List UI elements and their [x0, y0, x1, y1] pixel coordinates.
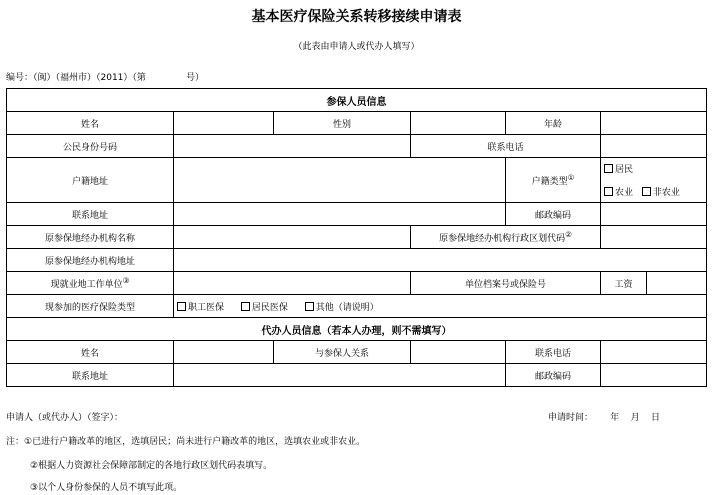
resident-insurance-checkbox[interactable]	[241, 302, 250, 311]
agent-relation-field[interactable]	[411, 341, 506, 364]
agent-name-label: 姓名	[7, 341, 174, 364]
id-number-field[interactable]	[174, 135, 411, 158]
resident-checkbox[interactable]	[604, 164, 613, 173]
orig-agency-address-field[interactable]	[174, 249, 707, 272]
agent-phone-field[interactable]	[601, 341, 707, 364]
insurance-type-options	[174, 295, 707, 318]
orig-agency-name-label: 原参保地经办机构名称	[7, 226, 174, 249]
age-field[interactable]	[601, 112, 707, 135]
apply-time: 申请时间： 年 月 日	[548, 413, 661, 423]
name-label: 姓名	[7, 112, 174, 135]
contact-address-label: 联系地址	[7, 203, 174, 226]
name-field[interactable]	[174, 112, 274, 135]
note-2: ②根据人力资源社会保障部制定的各地行政区划代码表填写。	[30, 461, 273, 471]
orig-agency-address-label: 原参保地经办机构地址	[7, 249, 174, 272]
note-3: ③以个人身份参保的人员不填写此项。	[30, 483, 183, 493]
salary-label: 工资	[601, 272, 647, 295]
orig-agency-division-code-field[interactable]	[601, 226, 707, 249]
employee-insurance-checkbox[interactable]	[177, 302, 186, 311]
agricultural-option[interactable]: 农业	[604, 185, 633, 198]
insurance-type-label: 现参加的医疗保险类型	[7, 295, 174, 318]
postal-code-field[interactable]	[601, 203, 707, 226]
orig-agency-division-code-label: 原参保地经办机构行政区划代码②	[411, 226, 601, 249]
insured-section-header: 参保人员信息	[7, 89, 707, 112]
agent-postal-code-label: 邮政编码	[506, 364, 601, 387]
household-type-options	[601, 158, 707, 203]
gender-field[interactable]	[411, 112, 506, 135]
contact-address-field[interactable]	[174, 203, 506, 226]
agent-name-field[interactable]	[174, 341, 274, 364]
other-insurance-checkbox[interactable]	[305, 302, 314, 311]
serial-number: 编号：（闽）（福州市）（2011）（第 号）	[6, 73, 204, 83]
agent-address-field[interactable]	[174, 364, 506, 387]
phone-label: 联系电话	[411, 135, 601, 158]
agent-relation-label: 与参保人关系	[274, 341, 411, 364]
agent-postal-code-field[interactable]	[601, 364, 707, 387]
phone-field[interactable]	[601, 135, 707, 158]
postal-code-label: 邮政编码	[506, 203, 601, 226]
resident-option[interactable]: 居民	[604, 162, 633, 175]
salary-field[interactable]	[647, 272, 707, 295]
insurance-type-option-other[interactable]: 其他（请说明）	[305, 300, 379, 313]
current-employer-field[interactable]	[174, 272, 411, 295]
note-1: 注：①已进行户籍改革的地区，选填居民；尚未进行户籍改革的地区，选填农业或非农业。	[6, 437, 366, 447]
household-type-label: 户籍类型①	[506, 158, 601, 203]
insurance-type-option-employee[interactable]: 职工医保	[177, 300, 224, 313]
agent-phone-label: 联系电话	[506, 341, 601, 364]
household-address-label: 户籍地址	[7, 158, 174, 203]
application-form-table	[6, 88, 707, 387]
household-address-field[interactable]	[174, 158, 506, 203]
current-employer-label: 现就业地工作单位③	[7, 272, 174, 295]
age-label: 年龄	[506, 112, 601, 135]
agent-address-label: 联系地址	[7, 364, 174, 387]
applicant-signature: 申请人（或代办人）（签字）：	[6, 413, 124, 423]
non-agricultural-checkbox[interactable]	[642, 187, 651, 196]
agent-section-header: 代办人员信息（若本人办理，则不需填写）	[7, 318, 707, 341]
form-title: 基本医疗保险关系转移接续申请表	[251, 9, 462, 25]
gender-label: 性别	[274, 112, 411, 135]
orig-agency-name-field[interactable]	[174, 226, 411, 249]
id-number-label: 公民身份号码	[7, 135, 174, 158]
insurance-type-option-resident[interactable]: 居民医保	[241, 300, 288, 313]
file-or-insurance-no-label: 单位档案号或保险号	[411, 272, 601, 295]
non-agricultural-option[interactable]: 非农业	[642, 185, 680, 198]
form-subtitle: （此表由申请人或代办人填写）	[293, 42, 420, 52]
agricultural-checkbox[interactable]	[604, 187, 613, 196]
